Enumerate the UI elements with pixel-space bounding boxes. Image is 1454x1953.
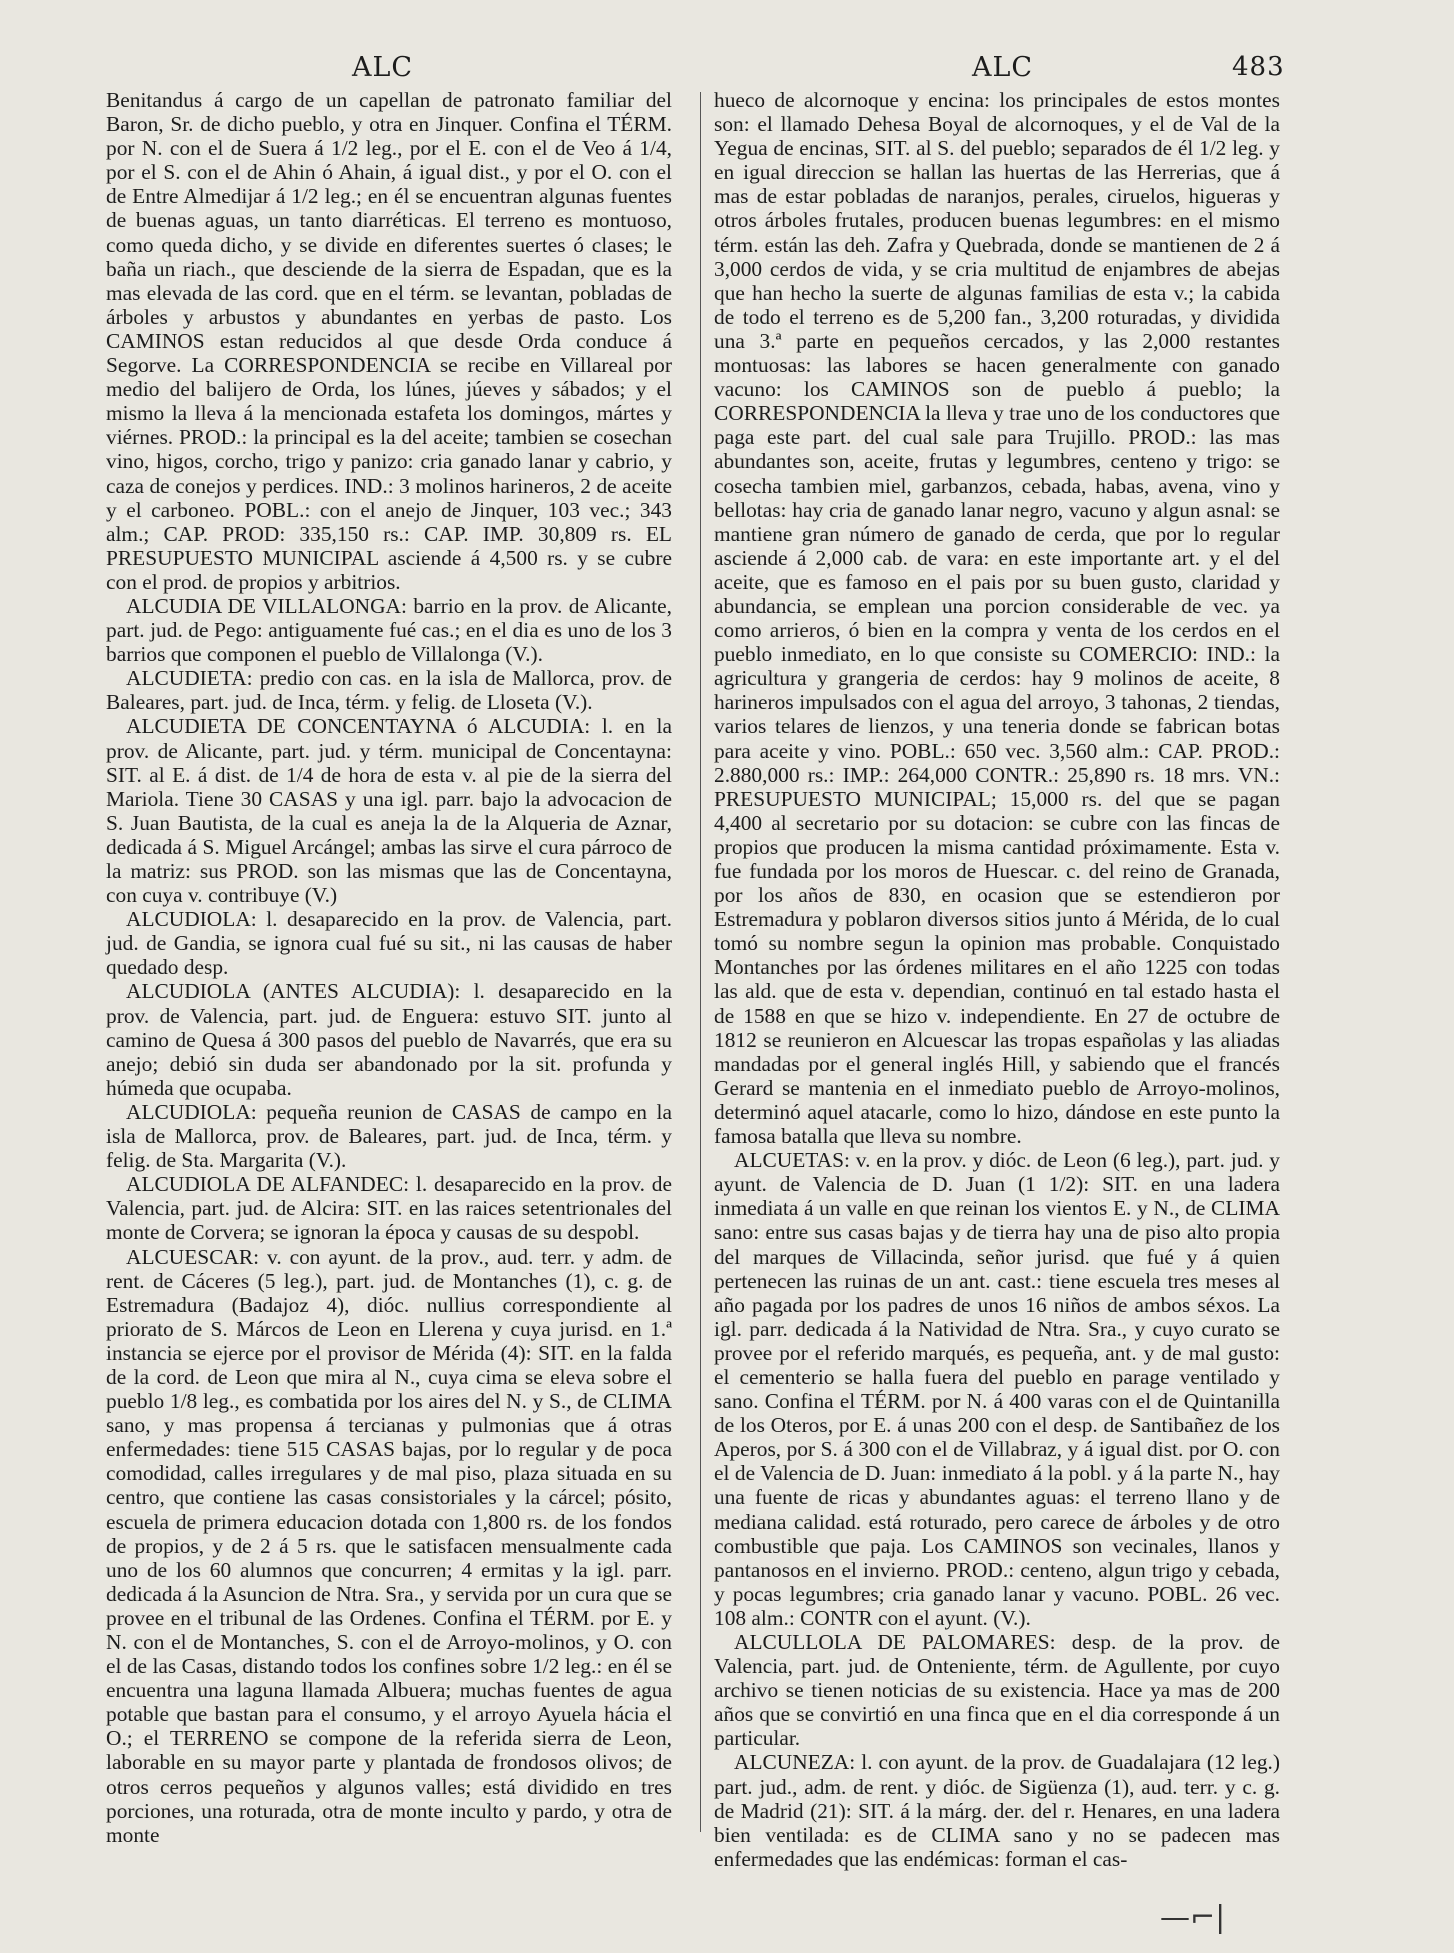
- running-head-right: ALC: [972, 52, 1034, 83]
- entry-alcudiola-gandia: ALCUDIOLA: l. desaparecido en la prov. de Valencia, part. jud. de Gandia, se ignora cual fué su sit., ni las causas de haber quedado desp.: [106, 907, 672, 980]
- entry-alcudiola-antes-alcudia: ALCUDIOLA (ANTES ALCUDIA): l. desaparecido en la prov. de Valencia, part. jud. de Enguera: estuvo SIT. junto al camino de Quesa á 300 pasos del pueblo de Navarrés, que era su anejo; debió sin duda ser abandonado por la sit. profunda y húmeda que ocupaba.: [106, 979, 672, 1100]
- entry-alcuescar-continuation: hueco de alcornoque y encina: los principales de estos montes son: el llamado Dehesa Boyal de alcornoques, y el de Val de la Yegua de encinas, SIT. al S. del pueblo; separados de él 1/2 leg. y en igual direccion se hallan las huertas de las Herrerias, que á mas de estar pobladas de naranjos, perales, ciruelos, higueras y otros árboles frutales, producen buenas legumbres: en el mismo térm. están las deh. Zafra y Quebrada, donde se mantienen de 2 á 3,000 cerdos de vida, y se cria multitud de enjambres de abejas que han hecho la suerte de algunas familias de esta v.; la cabida de todo el terreno es de 5,200 fan., 3,200 roturadas, y dividida una 3.ª parte en pequeños cercados, y las 2,000 restantes montuosas: las labores se hacen generalmente con ganado vacuno: los CAMINOS son de pueblo á pueblo; la CORRESPONDENCIA la lleva y trae uno de los conductores que paga este part. del cual sale para Trujillo. PROD.: las mas abundantes son, aceite, frutas y legumbres, centeno y trigo: se cosecha tambien miel, garbanzos, cebada, habas, avena, vino y bellotas: hay cria de ganado lanar negro, vacuno y algun asnal: se mantiene gran número de ganado de cerda, que por lo regular asciende á 2,000 cab. de vara: en este importante art. y el del aceite, que es famoso en el pais por su buen gusto, claridad y abundancia, se emplean una porcion considerable de vec. ya como arrieros, ó bien en la compra y venta de los cerdos en el pueblo inmediato, en lo que consiste su COMERCIO: IND.: la agricultura y grangeria de cerdos: hay 9 molinos de aceite, 8 harineros impulsados con el agua del arroyo, 3 tahonas, 2 tiendas, varios telares de lienzos, y una teneria donde se fabrican botas para aceite y vino. POBL.: 650 vec. 3,560 alm.: CAP. PROD.: 2.880,000 rs.: IMP.: 264,000 CONTR.: 25,890 rs. 18 mrs. VN.: PRESUPUESTO MUNICIPAL; 15,000 rs. del que se pagan 4,400 al secretario por su dotacion: se cubre con las fincas de propios que producen la misma cantidad próximamente. Esta v. fue fundada por los moros de Huescar. c. del reino de Granada, por los años de 830, en ocasion que se estendieron por Estremadura y poblaron diversos sitios junto á Mérida, de lo cual tomó su nombre segun la opinion mas probable. Conquistado Montanches por las órdenes militares en el año 1225 con todas las ald. que de esta v. dependian, continuó en tal estado hasta el de 1588 en que se hizo v. independiente. En 27 de octubre de 1812 se reunieron en Alcuescar las tropas españolas y las aliadas mandadas por el general inglés Hill, y sabiendo que el francés Gerard se mantenia en el inmediato pueblo de Arroyo-molinos, determinó aquel atacarle, como lo hizo, dándose en este punto la famosa batalla que lleva su nombre.: [714, 88, 1280, 1149]
- left-column: [106, 88, 672, 1847]
- entry-alcudia-de-villalonga: ALCUDIA DE VILLALONGA: barrio en la prov. de Alicante, part. jud. de Pego: antiguamente fué cas.; en el dia es uno de los 3 barrios que componen el pueblo de Villalonga (V.).: [106, 593, 672, 667]
- entry-alcullola-de-palomares: ALCULLOLA DE PALOMARES: desp. de la prov. de Valencia, part. jud. de Onteniente, térm. de Agullente, por cuyo archivo se tienen noticias de su existencia. Hace ya mas de 200 años que se convirtió en una finca que en el dia corresponde á un particular.: [714, 1630, 1280, 1751]
- right-column: [714, 88, 1280, 1871]
- entry-alcuetas: ALCUETAS: v. en la prov. y dióc. de Leon (6 leg.), part. jud. y ayunt. de Valencia de D. Juan (1 1/2): SIT. en una ladera inmediata á un valle en que reinan los vientos E. y N., de CLIMA sano: entre sus casas bajas y de tierra hay una de piso alto propia del marques de Villacinda, señor jurisd. que fué y á quien pertenecen las ruinas de un ant. cast.: tiene escuela tres meses al año pagada por los padres de unos 16 niños de ambos séxos. La igl. parr. dedicada á la Natividad de Ntra. Sra., y cuyo curato se provee por el referido marqués, es pequeña, ant. y de mal gusto: el cementerio se halla fuera del pueblo en parage ventilado y sano. Confina el TÉRM. por N. á 400 varas con el de Quintanilla de los Oteros, por E. á unas 200 con el desp. de Santibañez de los Aperos, por S. á 300 con el de Villabraz, y á igual dist. por O. con el de Valencia de D. Juan: inmediato á la pobl. y á la parte N., hay una fuente de ricas y abundantes aguas: el terreno llano y de mediana calidad. está roturado, pero carece de árboles y de otro combustible que paja. Los CAMINOS son vecinales, llanos y pantanosos en el invierno. PROD.: centeno, algun trigo y cebada, y pocas legumbres; cria ganado lanar y vacuno. POBL. 26 vec. 108 alm.: CONTR con el ayunt. (V.).: [714, 1148, 1280, 1630]
- entry-alcudieta: ALCUDIETA: predio con cas. en la isla de Mallorca, prov. de Baleares, part. jud. de Inca, térm. y felig. de Lloseta (V.).: [106, 666, 672, 715]
- entry-alcudiola-mallorca: ALCUDIOLA: pequeña reunion de CASAS de campo en la isla de Mallorca, prov. de Baleares, part. jud. de Inca, térm. y felig. de Sta. Margarita (V.).: [106, 1099, 672, 1173]
- entry-continuation: Benitandus á cargo de un capellan de patronato familiar del Baron, Sr. de dicho pueblo, y otra en Jinquer. Confina el TÉRM. por N. con el de Suera á 1/2 leg., por el E. con el de Veo á 1/4, por el S. con el de Ahin ó Ahain, á igual dist., y por el O. con el de Entre Almedijar á 1/2 leg.; en él se encuentran algunas fuentes de buenas aguas, un tanto diarréticas. El terreno es montuoso, como queda dicho, y se divide en diferentes suertes ó clases; le baña un riach., que desciende de la sierra de Espadan, que es la mas elevada de las cord. que en el térm. se levantan, pobladas de árboles y arbustos y abundantes en yerbas de pasto. Los CAMINOS estan reducidos al que desde Orda conduce á Segorve. La CORRESPONDENCIA se recibe en Villareal por medio del balijero de Orda, los lúnes, júeves y sábados; y el mismo la lleva á la mencionada estafeta los domingos, mártes y viérnes. PROD.: la principal es la del aceite; tambien se cosechan vino, higos, corcho, trigo y panizo: cria ganado lanar y cabrio, y caza de conejos y perdices. IND.: 3 molinos harineros, 2 de aceite y el carboneo. POBL.: con el anejo de Jinquer, 103 vec.; 343 alm.; CAP. PROD: 335,150 rs.: CAP. IMP. 30,809 rs. EL PRESUPUESTO MUNICIPAL asciende á 4,500 rs. y se cubre con el prod. de propios y arbitrios.: [106, 88, 672, 594]
- entry-alcuescar: ALCUESCAR: v. con ayunt. de la prov., aud. terr. y adm. de rent. de Cáceres (5 leg.), part. jud. de Montanches (1), c. g. de Estremadura (Badajoz 4), dióc. nullius correspondiente al priorato de S. Márcos de Leon en Llerena y cuya jurisd. en 1.ª instancia se ejerce por el provisor de Mérida (4): SIT. en la falda de la cord. de Leon que mira al N., cuya cima se eleva sobre el pueblo 1/8 leg., es combatida por los aires del N. y S., de CLIMA sano, y mas propensa á tercianas y pulmonias que á otras enfermedades: tiene 515 CASAS bajas, por lo regular y de poca comodidad, calles irregulares y de mal piso, plaza situada en su centro, que contiene las casas consistoriales y la cárcel; pósito, escuela de primera educacion dotada con 1,800 rs. de los fondos de propios, y de 2 á 5 rs. que le satisfacen mensualmente cada uno de los 60 alumnos que concurren; 4 ermitas y la igl. parr. dedicada á la Asuncion de Ntra. Sra., y servida por un cura que se provee en el tribunal de las Ordenes. Confina el TÉRM. por E. y N. con el de Montanches, S. con el de Arroyo-molinos, y O. con el de las Casas, distando todos los confines sobre 1/2 leg.: en él se encuentra una laguna llamada Albuera; muchas fuentes de agua potable que bastan para el consumo, y el arroyo Ayuela hácia el O.; el TERRENO se compone de la referida sierra de Leon, laborable en su mayor parte y plantada de frondosos olivos; de otros cerros pequeños y algunos valles; está dividido en tres porciones, una roturada, otra de monte inculto y pardo, y otra de monte: [106, 1244, 672, 1847]
- entry-alcudieta-de-concentayna: ALCUDIETA DE CONCENTAYNA ó ALCUDIA: l. en la prov. de Alicante, part. jud. y térm. municipal de Concentayna: SIT. al E. á dist. de 1/4 de hora de esta v. al pie de la sierra del Mariola. Tiene 30 CASAS y una igl. parr. bajo la advocacion de S. Juan Bautista, de la cual es aneja la de la Alqueria de Aznar, dedicada á S. Miguel Arcángel; ambas las sirve el cura párroco de la matriz: sus PROD. son las mismas que las de Concentayna, con cuya v. contribuye (V.): [106, 714, 672, 908]
- running-head-left: ALC: [352, 52, 414, 83]
- entry-alcuneza: ALCUNEZA: l. con ayunt. de la prov. de Guadalajara (12 leg.) part. jud., adm. de rent. y dióc. de Sigüenza (1), aud. terr. y c. g. de Madrid (21): SIT. á la márg. der. del r. Henares, en una ladera bien ventilada: es de CLIMA sano y no se padecen mas enfermedades que las endémicas: forman el cas-: [714, 1750, 1280, 1871]
- page-number: 483: [1232, 52, 1285, 82]
- column-rule: [700, 92, 701, 1832]
- footer-mark: —⌐|: [1160, 1900, 1226, 1935]
- entry-alcudiola-de-alfandec: ALCUDIOLA DE ALFANDEC: l. desaparecido en la prov. de Valencia, part. jud. de Alcira: SIT. en las raices setentrionales del monte de Corvera; se ignoran la época y causas de su despobl.: [106, 1172, 672, 1245]
